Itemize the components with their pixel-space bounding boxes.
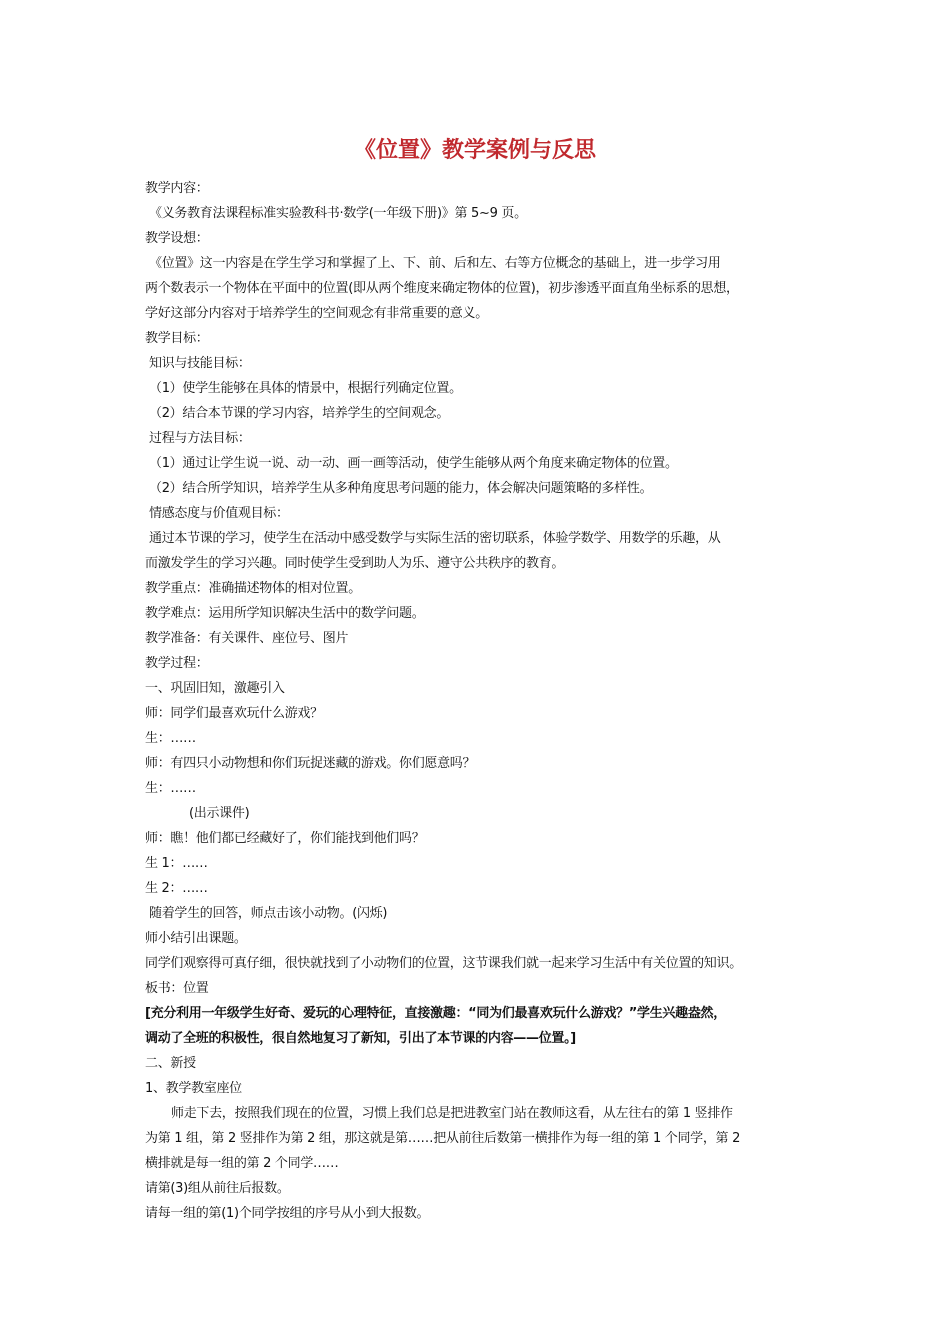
text-line: 教学准备：有关课件、座位号、图片 bbox=[145, 631, 349, 646]
text-line: 二、新授 bbox=[145, 1056, 196, 1071]
text-line: 师：同学们最喜欢玩什么游戏？ bbox=[145, 706, 323, 721]
text-line: 请每一组的第(1)个同学按组的序号从小到大报数。 bbox=[145, 1206, 430, 1221]
text-line: 过程与方法目标： bbox=[149, 431, 251, 446]
text-line: 教学难点：运用所学知识解决生活中的数学问题。 bbox=[145, 606, 425, 621]
text-line: 随着学生的回答，师点击该小动物。(闪烁) bbox=[149, 906, 388, 921]
text-line: 通过本节课的学习，使学生在活动中感受数学与实际生活的密切联系，体验学数学、用数学的乐趣，从 bbox=[149, 531, 721, 546]
text-line: 教学重点：准确描述物体的相对位置。 bbox=[145, 581, 361, 596]
text-line: 师：瞧！他们都已经藏好了，你们能找到他们吗？ bbox=[145, 831, 425, 846]
text-line: 两个数表示一个物体在平面中的位置(即从两个维度来确定物体的位置)，初步渗透平面直角坐标系的思想， bbox=[145, 281, 739, 296]
annotation-line: [充分利用一年级学生好奇、爱玩的心理特征，直接激趣：“同为们最喜欢玩什么游戏？”学生兴趣盎然， bbox=[145, 1006, 726, 1021]
document-body bbox=[145, 176, 820, 1226]
text-line: 生：…… bbox=[145, 731, 196, 746]
text-line: 《义务教育法课程标准实验教科书·数学(一年级下册)》第 5~9 页。 bbox=[149, 206, 527, 221]
text-line: （1）使学生能够在具体的情景中，根据行列确定位置。 bbox=[149, 381, 462, 396]
text-line: 师：有四只小动物想和你们玩捉迷藏的游戏。你们愿意吗？ bbox=[145, 756, 476, 771]
text-line: 生 2：…… bbox=[145, 881, 208, 896]
text-line: 教学过程： bbox=[145, 656, 209, 671]
text-line: 请第(3)组从前往后报数。 bbox=[145, 1181, 290, 1196]
text-line: (出示课件) bbox=[189, 806, 250, 821]
text-line: 学好这部分内容对于培养学生的空间观念有非常重要的意义。 bbox=[145, 306, 488, 321]
text-line: 生 1：…… bbox=[145, 856, 208, 871]
text-line: （2）结合所学知识，培养学生从多种角度思考问题的能力，体会解决问题策略的多样性。 bbox=[149, 481, 653, 496]
text-line: 1、教学教室座位 bbox=[145, 1081, 242, 1096]
text-line: （1）通过让学生说一说、动一动、画一画等活动，使学生能够从两个角度来确定物体的位置。 bbox=[149, 456, 678, 471]
text-line: 板书：位置 bbox=[145, 981, 209, 996]
text-line: 教学内容： bbox=[145, 181, 209, 196]
text-line: 教学设想： bbox=[145, 231, 209, 246]
text-line: 生：…… bbox=[145, 781, 196, 796]
text-line: （2）结合本节课的学习内容，培养学生的空间观念。 bbox=[149, 406, 450, 421]
document-title: 《位置》教学案例与反思 bbox=[353, 138, 596, 163]
text-line: 而激发学生的学习兴趣。同时使学生受到助人为乐、遵守公共秩序的教育。 bbox=[145, 556, 565, 571]
text-line: 师走下去，按照我们现在的位置，习惯上我们总是把进教室门站在教师这看，从左往右的第 1 竖排作 bbox=[171, 1106, 733, 1121]
text-line: 教学目标： bbox=[145, 331, 209, 346]
text-line: 为第 1 组，第 2 竖排作为第 2 组，那这就是第……把从前往后数第一横排作为每一组的第 1 个同学，第 2 bbox=[145, 1131, 741, 1146]
text-line: 同学们观察得可真仔细，很快就找到了小动物们的位置，这节课我们就一起来学习生活中有关位置的知识。 bbox=[145, 956, 742, 971]
text-line: 情感态度与价值观目标： bbox=[149, 506, 289, 521]
text-line: 《位置》这一内容是在学生学习和掌握了上、下、前、后和左、右等方位概念的基础上，进一步学习用 bbox=[149, 256, 721, 271]
text-line: 知识与技能目标： bbox=[149, 356, 251, 371]
text-line: 横排就是每一组的第 2 个同学…… bbox=[145, 1156, 339, 1171]
text-line: 一、巩固旧知，激趣引入 bbox=[145, 681, 285, 696]
text-line: 师小结引出课题。 bbox=[145, 931, 247, 946]
annotation-line: 调动了全班的积极性，很自然地复习了新知，引出了本节课的内容——位置。] bbox=[145, 1031, 576, 1046]
